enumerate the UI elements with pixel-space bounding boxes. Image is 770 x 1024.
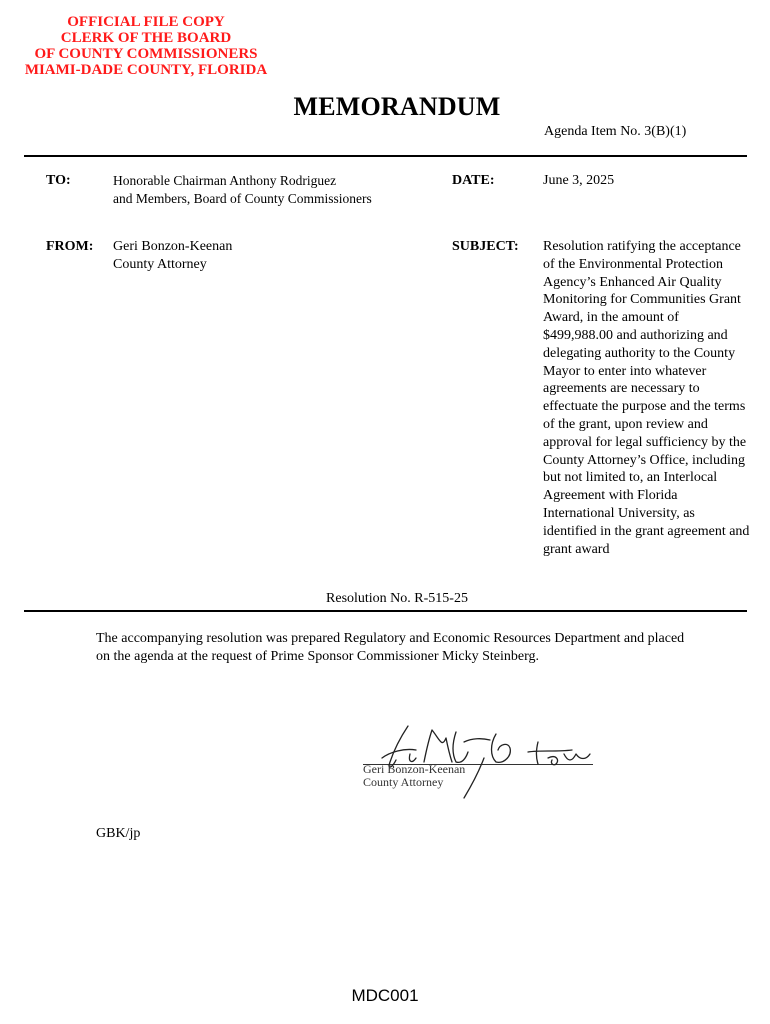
memo-body — [96, 630, 696, 666]
to-label: TO: — [46, 173, 71, 188]
to-line-1: Honorable Chairman Anthony Rodriguez — [113, 173, 337, 188]
subject-label: SUBJECT: — [452, 239, 519, 254]
signature-block — [360, 718, 610, 818]
body-paragraph: The accompanying resolution was prepared Regulatory and Economic Resources Department and placed on the agenda at the request of Prime Sponsor Commissioner Micky Steinberg. — [96, 631, 685, 664]
stamp-line-3: OF COUNTY COMMISSIONERS — [34, 46, 258, 62]
from-line-2: County Attorney — [113, 256, 207, 272]
memo-title: MEMORANDUM — [293, 92, 501, 121]
resolution-number: Resolution No. R-515-25 — [326, 591, 468, 606]
document-code: MDC001 — [351, 986, 419, 1005]
from-line-1: Geri Bonzon-Keenan — [113, 239, 233, 254]
from-label: FROM: — [46, 239, 94, 254]
official-file-copy-stamp — [14, 14, 278, 78]
stamp-line-1: OFFICIAL FILE COPY — [67, 14, 225, 30]
header-bottom-rule — [24, 610, 747, 612]
date-label: DATE: — [452, 173, 495, 188]
from-sender — [113, 238, 232, 274]
header-top-rule — [24, 155, 747, 157]
stamp-line-2: CLERK OF THE BOARD — [60, 30, 232, 46]
agenda-item-number: Agenda Item No. 3(B)(1) — [544, 124, 687, 139]
signatory-name: Geri Bonzon-Keenan — [363, 762, 466, 776]
subject-text: Resolution ratifying the acceptance of the Environmental Protection Agency’s Enhanced Air Quality Monitoring for Communities Grant Award, in the amount of $499,988.00 and authorizing and delegating authority to the County Mayor to enter into whatever agreements are necessary to effectuate the purpose and the terms of the grant, upon review and approval for legal sufficiency by the County Attorney’s Office, including but not limited to, an Interlocal Agreement with Florida International University, as identified in the grant agreement and grant award — [543, 239, 750, 557]
signature-handwritten-for: for — [560, 778, 562, 779]
date-value: June 3, 2025 — [543, 173, 615, 188]
to-line-2: and Members, Board of County Commissioners — [113, 190, 372, 206]
typist-initials: GBK/jp — [96, 826, 141, 841]
stamp-line-4: MIAMI-DADE COUNTY, FLORIDA — [24, 62, 268, 78]
to-recipients — [113, 172, 372, 208]
signatory-title: County Attorney — [363, 775, 444, 789]
